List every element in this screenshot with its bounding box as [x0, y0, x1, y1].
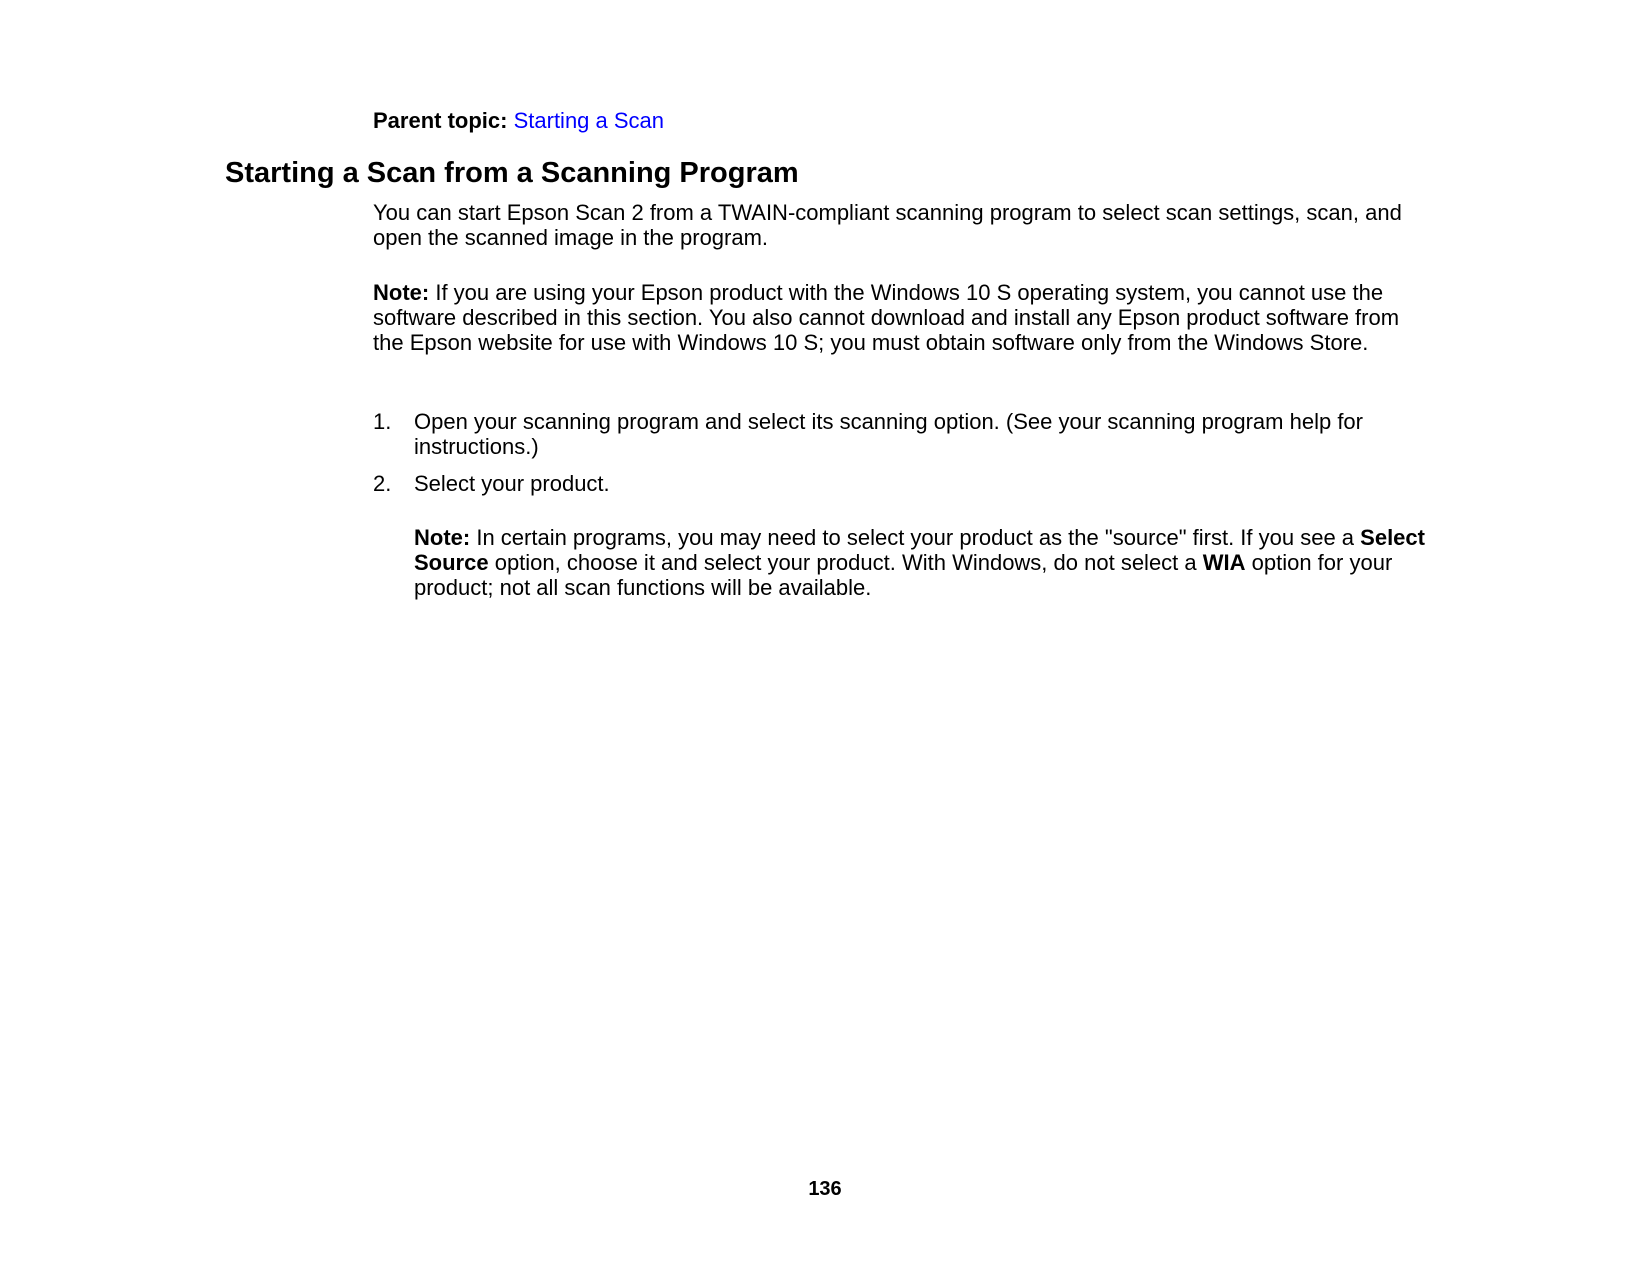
- note-text: If you are using your Epson product with the Windows 10 S operating system, you cannot use the software described in this section. You also cannot download and install any Epson product software from the Epson website for use with Windows 10 S; you must obtain software only from the Windows Store.: [373, 280, 1400, 355]
- page-number: 136: [808, 1178, 842, 1200]
- note-label: Note:: [373, 280, 430, 305]
- step-number: 1.: [373, 409, 392, 434]
- note-label: Note:: [414, 525, 471, 550]
- select-source-note: [414, 525, 1433, 600]
- parent-topic-link[interactable]: Starting a Scan: [513, 108, 665, 133]
- note-text-part1: In certain programs, you may need to select your product as the "source" first. If you see a: [470, 525, 1361, 550]
- step-item: [373, 409, 1433, 459]
- step-number: 2.: [373, 471, 392, 496]
- parent-topic: [373, 108, 664, 134]
- step-text: Open your scanning program and select its scanning option. (See your scanning program help for instructions.): [414, 409, 1363, 459]
- step-item: [373, 471, 1433, 600]
- wia-term: WIA: [1202, 550, 1246, 575]
- parent-topic-label: Parent topic:: [373, 108, 508, 133]
- section-title: Starting a Scan from a Scanning Program: [225, 157, 799, 189]
- note-text-part2: option, choose it and select your product. With Windows, do not select a: [488, 550, 1203, 575]
- windows-10s-note: [373, 280, 1433, 355]
- steps-list: [373, 409, 1433, 612]
- intro-paragraph: You can start Epson Scan 2 from a TWAIN-compliant scanning program to select scan settings, scan, and open the scanned image in the program.: [373, 200, 1402, 250]
- note-text-part3: option for your product; not all scan functions will be available.: [414, 550, 1393, 600]
- select-source-term: Select Source: [414, 525, 1425, 575]
- step-text: Select your product.: [414, 471, 610, 496]
